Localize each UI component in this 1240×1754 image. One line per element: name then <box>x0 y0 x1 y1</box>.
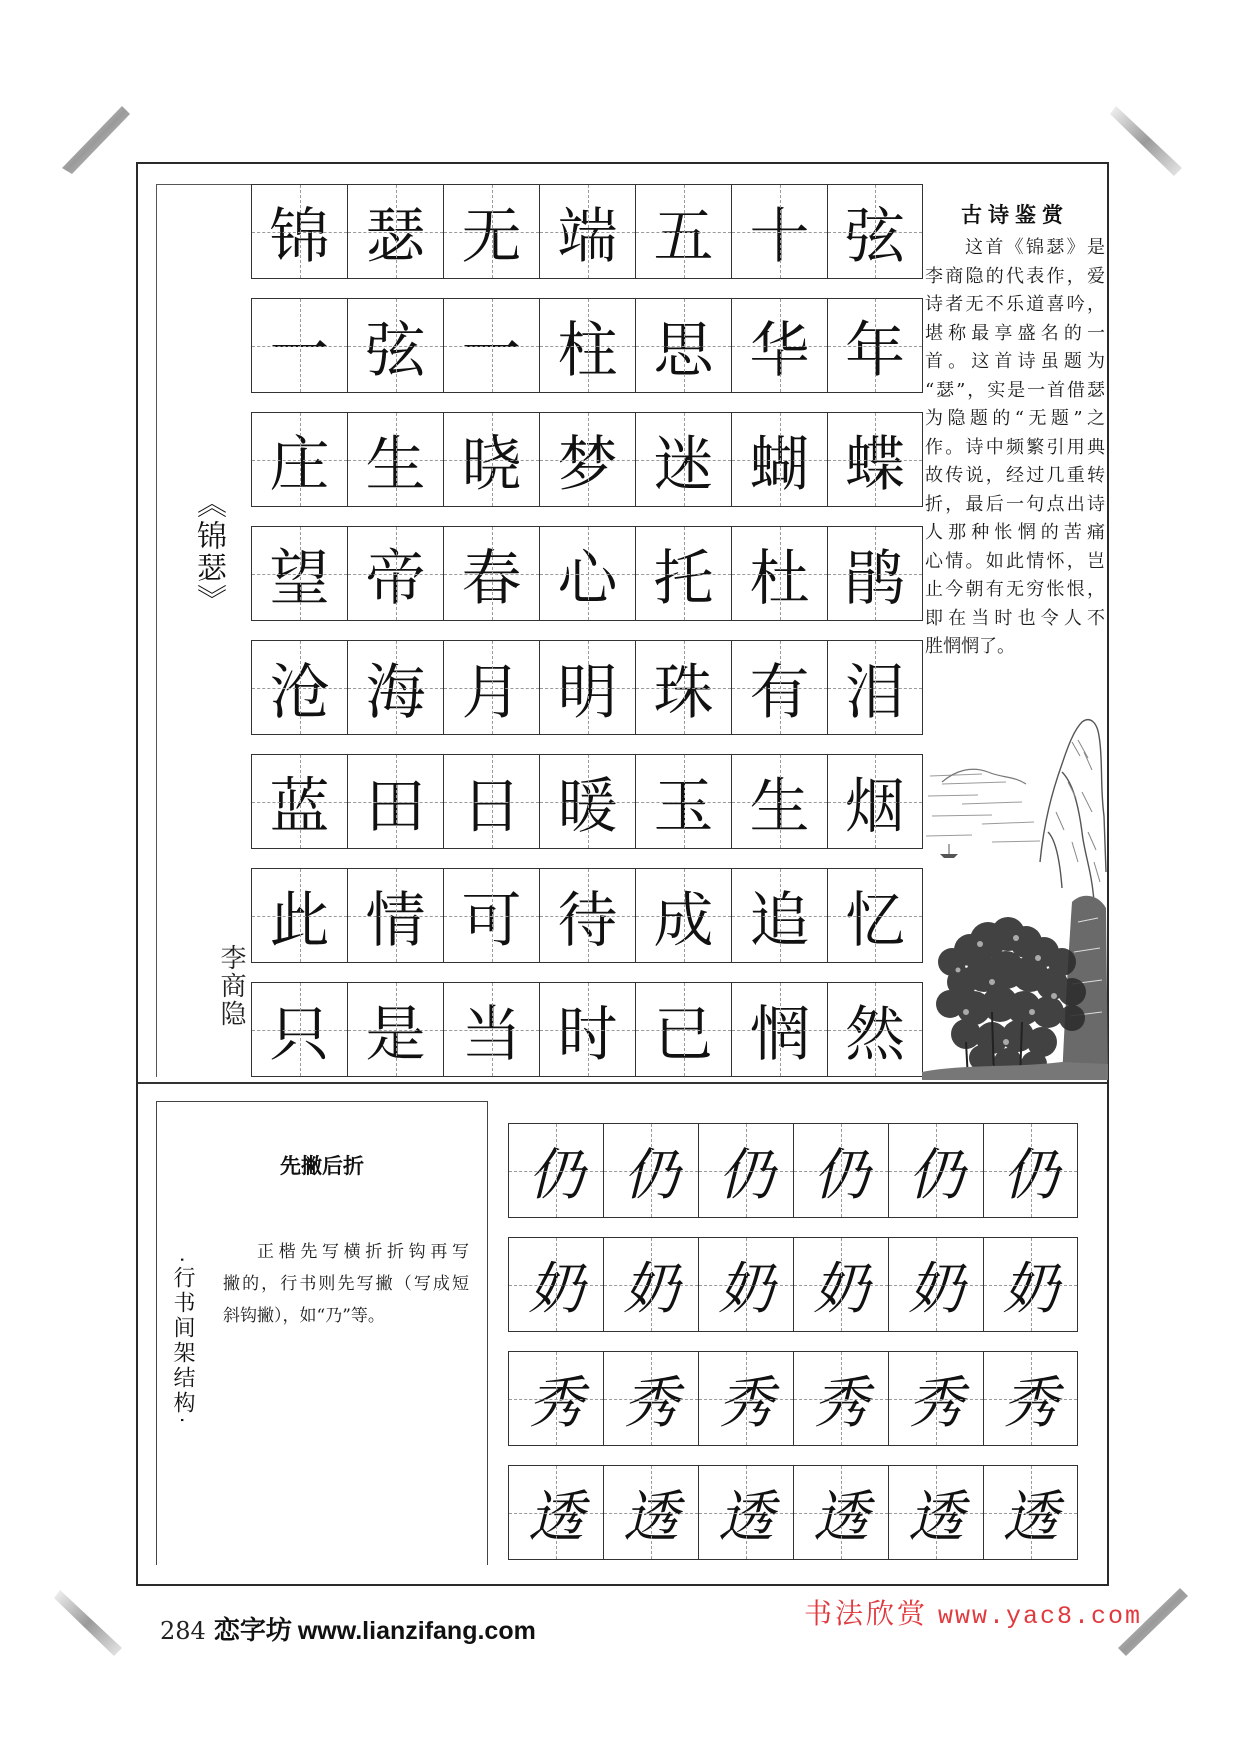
corner-mark-top-right <box>1110 106 1182 176</box>
publisher-brand: 恋字坊 <box>213 1615 292 1645</box>
poem-char-cell: 忆 <box>827 869 923 962</box>
poem-char-cell: 明 <box>539 641 635 734</box>
structure-heading: 先撇后折 <box>280 1155 364 1178</box>
structure-description <box>223 1236 469 1332</box>
appreciation-heading: 古诗鉴赏 <box>961 204 1069 227</box>
poem-char-cell: 帝 <box>347 527 443 620</box>
practice-char-cell: 奶 <box>793 1238 888 1331</box>
poem-char-cell: 是 <box>347 983 443 1076</box>
poem-char-cell: 蝶 <box>827 413 923 506</box>
poem-char-cell: 锦 <box>251 185 347 278</box>
publisher-url: www.lianzifang.com <box>297 1617 536 1645</box>
practice-char-cell: 奶 <box>603 1238 698 1331</box>
poem-char-cell: 成 <box>635 869 731 962</box>
poem-char-cell: 端 <box>539 185 635 278</box>
poem-char-cell: 时 <box>539 983 635 1076</box>
practice-char-cell: 透 <box>793 1466 888 1559</box>
section-divider <box>138 1082 1107 1084</box>
poem-line <box>251 982 923 1077</box>
poem-line <box>251 754 923 849</box>
page-number: 284 <box>160 1617 206 1645</box>
poem-char-cell: 泪 <box>827 641 923 734</box>
description-line: 正楷先写横折折钩再写 <box>257 1242 469 1262</box>
poem-char-cell: 五 <box>635 185 731 278</box>
practice-char-cell: 仍 <box>508 1124 603 1217</box>
poem-char-cell: 日 <box>443 755 539 848</box>
poem-char-cell: 弦 <box>347 299 443 392</box>
poem-char-cell: 蓝 <box>251 755 347 848</box>
poem-char-cell: 思 <box>635 299 731 392</box>
practice-char-cell: 仍 <box>793 1124 888 1217</box>
watermark-label: 书法欣赏 <box>804 1597 929 1630</box>
poem-char-cell: 然 <box>827 983 923 1076</box>
poem-char-cell: 瑟 <box>347 185 443 278</box>
poem-char-cell: 迷 <box>635 413 731 506</box>
poem-char-cell: 当 <box>443 983 539 1076</box>
poem-char-cell: 生 <box>347 413 443 506</box>
page-footer <box>160 1610 536 1647</box>
poem-line <box>251 640 923 735</box>
poem-char-cell: 待 <box>539 869 635 962</box>
practice-row <box>508 1123 1078 1218</box>
appreciation-line: 作。诗中频繁引用典 <box>925 436 1105 458</box>
poem-char-cell: 沧 <box>251 641 347 734</box>
practice-char-cell: 透 <box>698 1466 793 1559</box>
appreciation-line: 故传说，经过几重转 <box>925 465 1105 486</box>
appreciation-line: “瑟”，实是一首借瑟 <box>925 379 1105 401</box>
poem-title: 《锦瑟》 <box>191 488 226 616</box>
poem-char-cell: 托 <box>635 527 731 620</box>
practice-char-cell: 秀 <box>508 1352 603 1445</box>
practice-char-cell: 奶 <box>698 1238 793 1331</box>
poem-char-cell: 华 <box>731 299 827 392</box>
practice-row <box>508 1237 1078 1332</box>
corner-mark-top-left <box>62 106 130 174</box>
poem-char-cell: 杜 <box>731 527 827 620</box>
poem-char-cell: 十 <box>731 185 827 278</box>
poem-char-cell: 追 <box>731 869 827 962</box>
practice-char-cell: 奶 <box>508 1238 603 1331</box>
watermark <box>804 1592 1142 1632</box>
poem-char-cell: 生 <box>731 755 827 848</box>
poem-char-cell: 烟 <box>827 755 923 848</box>
poem-char-cell: 望 <box>251 527 347 620</box>
poem-char-cell: 海 <box>347 641 443 734</box>
poem-char-cell: 月 <box>443 641 539 734</box>
poem-char-cell: 蝴 <box>731 413 827 506</box>
appreciation-line: 首。这首诗虽题为 <box>925 351 1105 372</box>
practice-row <box>508 1465 1078 1560</box>
practice-char-cell: 奶 <box>888 1238 983 1331</box>
practice-char-cell: 秀 <box>983 1352 1078 1445</box>
poem-line <box>251 868 923 963</box>
poem-char-cell: 惘 <box>731 983 827 1076</box>
practice-char-cell: 秀 <box>603 1352 698 1445</box>
poem-char-cell: 无 <box>443 185 539 278</box>
poem-char-cell: 柱 <box>539 299 635 392</box>
appreciation-line: 堪称最享盛名的一 <box>925 322 1105 344</box>
appreciation-line: 止今朝有无穷怅恨， <box>925 579 1105 600</box>
description-line: 撇的，行书则先写撇（写成短 <box>223 1274 469 1294</box>
practice-char-cell: 透 <box>888 1466 983 1559</box>
watermark-url: www.yac8.com <box>938 1602 1143 1631</box>
section-side-label: ·行书间架结构· <box>171 1256 196 1427</box>
poem-char-cell: 暖 <box>539 755 635 848</box>
practice-char-cell: 秀 <box>793 1352 888 1445</box>
poem-char-cell: 已 <box>635 983 731 1076</box>
appreciation-line: 人那种怅惘的苦痛 <box>925 522 1105 543</box>
practice-char-cell: 仍 <box>603 1124 698 1217</box>
poem-char-cell: 有 <box>731 641 827 734</box>
practice-char-cell: 仍 <box>983 1124 1078 1217</box>
poem-char-cell: 庄 <box>251 413 347 506</box>
landscape-illustration <box>922 712 1108 1080</box>
poem-char-cell: 春 <box>443 527 539 620</box>
practice-char-cell: 仍 <box>888 1124 983 1217</box>
poem-char-cell: 年 <box>827 299 923 392</box>
poem-char-cell: 弦 <box>827 185 923 278</box>
appreciation-line: 李商隐的代表作，爱 <box>925 265 1105 287</box>
appreciation-line: 为隐题的“无题”之 <box>925 408 1105 429</box>
appreciation-line: 诗者无不乐道喜吟， <box>925 294 1105 315</box>
practice-char-cell: 仍 <box>698 1124 793 1217</box>
poem-line <box>251 298 923 393</box>
appreciation-line: 胜惘惘了。 <box>925 636 1015 657</box>
poem-char-cell: 此 <box>251 869 347 962</box>
practice-char-cell: 奶 <box>983 1238 1078 1331</box>
practice-row <box>508 1351 1078 1446</box>
poem-char-cell: 梦 <box>539 413 635 506</box>
poem-line <box>251 184 923 279</box>
poem-char-cell: 玉 <box>635 755 731 848</box>
poem-char-cell: 鹃 <box>827 527 923 620</box>
poem-char-cell: 珠 <box>635 641 731 734</box>
poem-char-cell: 情 <box>347 869 443 962</box>
practice-char-cell: 透 <box>983 1466 1078 1559</box>
poem-char-cell: 一 <box>443 299 539 392</box>
poem-char-cell: 一 <box>251 299 347 392</box>
practice-char-cell: 透 <box>508 1466 603 1559</box>
description-line: 斜钩撇），如“乃”等。 <box>223 1306 385 1326</box>
practice-char-cell: 秀 <box>698 1352 793 1445</box>
poem-line <box>251 526 923 621</box>
poem-char-cell: 田 <box>347 755 443 848</box>
poem-char-cell: 可 <box>443 869 539 962</box>
poem-author: 李商隐 <box>217 944 247 1028</box>
practice-char-cell: 秀 <box>888 1352 983 1445</box>
appreciation-line: 即在当时也令人不 <box>925 607 1105 629</box>
poem-line <box>251 412 923 507</box>
appreciation-line: 这首《锦瑟》是 <box>965 237 1105 258</box>
appreciation-line: 折，最后一句点出诗 <box>925 493 1105 515</box>
poem-char-cell: 只 <box>251 983 347 1076</box>
appreciation-line: 心情。如此情怀，岂 <box>925 550 1105 572</box>
poem-char-cell: 晓 <box>443 413 539 506</box>
poem-char-cell: 心 <box>539 527 635 620</box>
practice-char-cell: 透 <box>603 1466 698 1559</box>
poem-appreciation <box>925 198 1105 662</box>
corner-mark-bottom-left <box>54 1590 122 1656</box>
